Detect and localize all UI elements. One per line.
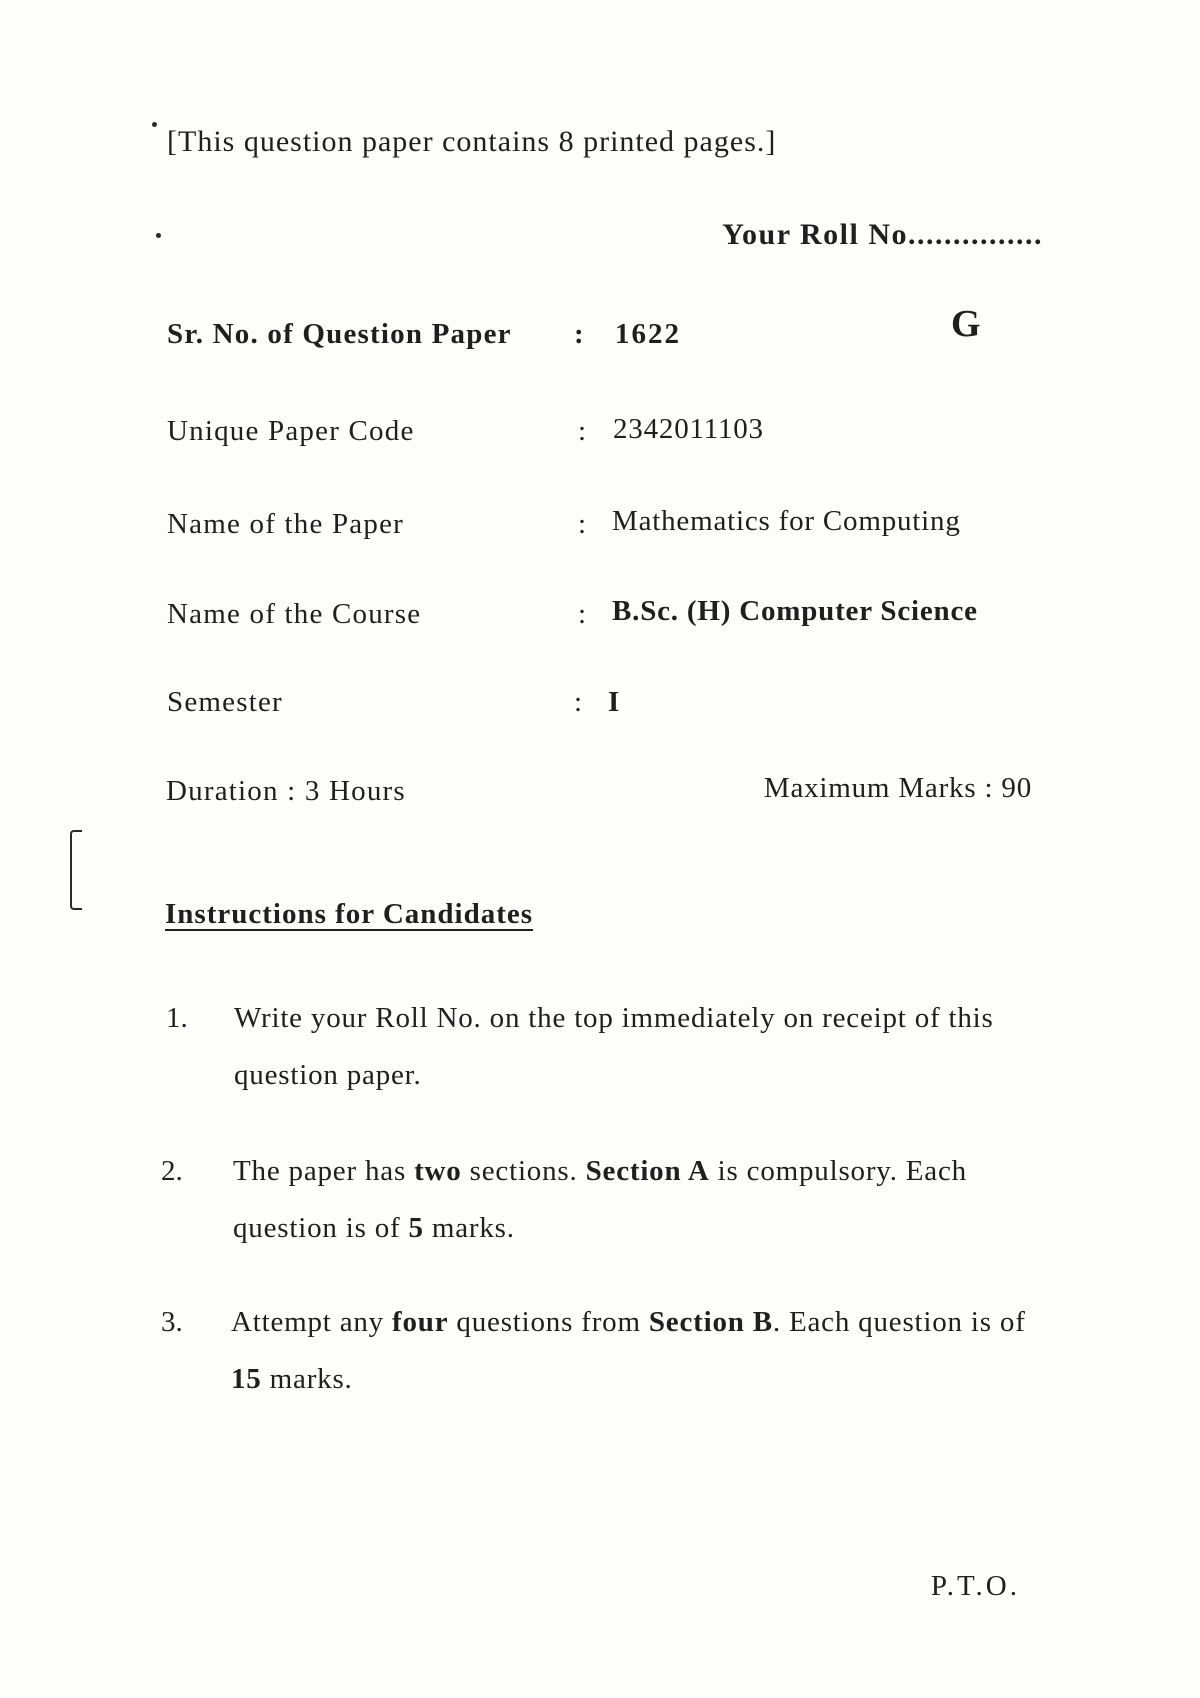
instruction-emphasis: Section B: [648, 1306, 773, 1338]
page-count-note: [This question paper contains 8 printed pages.]: [167, 125, 777, 158]
instructions-heading: Instructions for Candidates: [165, 898, 534, 930]
instruction-item-3: [231, 1294, 1041, 1408]
paper-name-value: Mathematics for Computing: [612, 505, 961, 537]
maximum-marks: Maximum Marks : 90: [763, 772, 1032, 804]
instruction-number: 2.: [161, 1155, 183, 1187]
course-name-label: Name of the Course: [167, 598, 422, 630]
instruction-emphasis: 15: [231, 1363, 262, 1395]
upc-colon: :: [578, 415, 587, 447]
course-name-colon: :: [578, 598, 587, 630]
margin-bracket-mark: [70, 830, 82, 910]
duration: Duration : 3 Hours: [166, 775, 406, 807]
instruction-text: . Each question is of: [772, 1306, 1026, 1338]
instruction-emphasis: four: [392, 1306, 449, 1338]
instruction-text: marks.: [261, 1363, 353, 1395]
set-code: G: [951, 303, 981, 345]
upc-value: 2342011103: [613, 413, 764, 445]
semester-value: I: [608, 686, 621, 718]
sr-no-label: Sr. No. of Question Paper: [167, 318, 512, 350]
semester-colon: :: [574, 686, 583, 718]
paper-name-label: Name of the Paper: [167, 508, 405, 540]
instruction-text: sections.: [461, 1155, 586, 1187]
instruction-emphasis: Section A: [585, 1155, 710, 1187]
instruction-text: marks.: [423, 1212, 515, 1244]
instruction-item-2: [233, 1143, 1043, 1257]
instruction-text: is compulsory. Each question is of: [233, 1155, 967, 1244]
semester-label: Semester: [167, 686, 283, 718]
scan-speck: [152, 122, 157, 127]
course-name-value: B.Sc. (H) Computer Science: [612, 595, 978, 627]
instruction-text: questions from: [448, 1306, 649, 1338]
scan-speck: [156, 233, 161, 238]
instruction-number: 1.: [166, 1002, 188, 1034]
please-turn-over: P.T.O.: [930, 1570, 1020, 1602]
instruction-text: The paper has: [233, 1155, 415, 1187]
sr-no-value: 1622: [615, 318, 681, 350]
upc-label: Unique Paper Code: [167, 415, 415, 447]
instruction-number: 3.: [161, 1306, 183, 1338]
instruction-emphasis: 5: [408, 1212, 424, 1244]
roll-number-field: Your Roll No...............: [722, 218, 1043, 251]
instruction-emphasis: two: [414, 1155, 462, 1187]
sr-no-colon: :: [574, 318, 584, 350]
instruction-text: Attempt any: [231, 1306, 393, 1338]
paper-name-colon: :: [578, 508, 587, 540]
instruction-item-1: Write your Roll No. on the top immediately on receipt of this question paper.: [234, 1002, 994, 1091]
